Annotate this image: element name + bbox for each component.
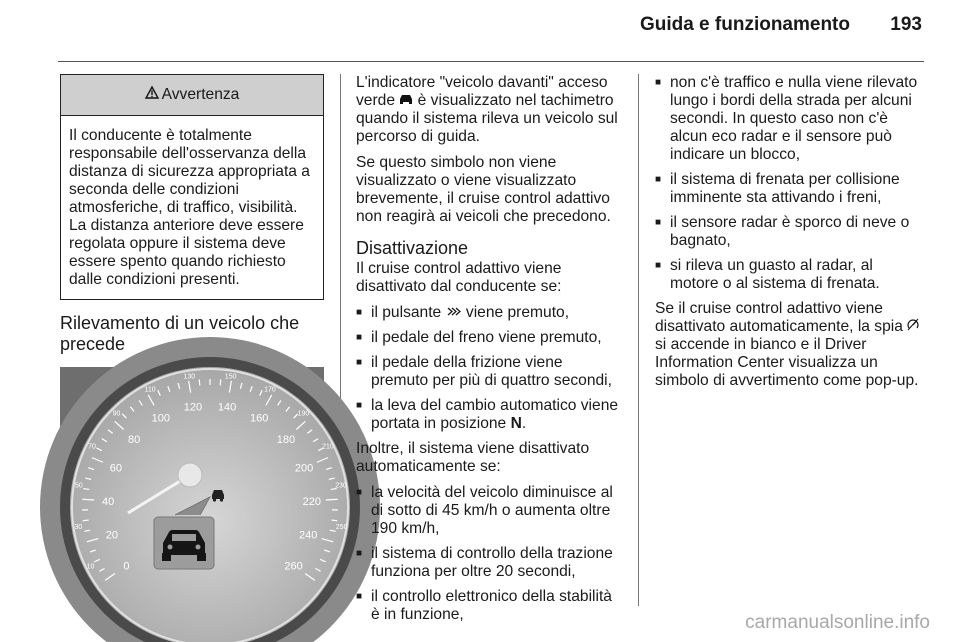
dial-label: 160 — [250, 412, 269, 425]
dial-tick — [82, 499, 94, 500]
warning-title: Avvertenza — [161, 86, 240, 103]
dial-label: 0 — [123, 560, 130, 573]
column-divider — [638, 74, 639, 606]
dial-label: 100 — [151, 412, 170, 425]
list-item: ■ il sensore radar è sporco di neve o bagnato, — [655, 214, 923, 250]
vehicle-ahead-icon — [399, 92, 413, 110]
dial-label: 220 — [302, 495, 321, 508]
dial-outer-label: 90 — [112, 410, 121, 418]
watermark: carmanualsonline.info — [745, 612, 930, 633]
paragraph: Se questo simbolo non viene visualizzato o viene visualizzato brevemente, il cruise control adattivo non reagirà ai veicoli che precedono. — [356, 154, 611, 225]
auto-deactivation-list — [356, 484, 624, 624]
header-rule — [58, 61, 924, 62]
dial-outer-label: 170 — [264, 386, 276, 394]
warning-header — [61, 75, 323, 116]
dial-label: 80 — [127, 433, 141, 446]
list-item: ■ il pedale del freno viene premuto, — [356, 329, 624, 347]
dial-tick — [83, 489, 89, 490]
dial-outer-label: 150 — [224, 373, 237, 381]
dial-tick — [326, 499, 338, 500]
list-item: ■ si rileva un guasto al radar, al motore o al sistema di frenata. — [655, 257, 923, 293]
dial-label: 240 — [298, 529, 318, 542]
dial-tick — [83, 520, 89, 521]
dial-tick — [199, 379, 200, 385]
adaptive-cruise-button-icon — [446, 304, 462, 322]
paragraph: L'indicatore "veicolo davanti" acceso verde è visualizzato nel tachimetro quando il sistema rileva un veicolo sul percorso di guida. — [356, 74, 618, 145]
speedometer-illustration — [60, 367, 348, 579]
list-item: ■ il controllo elettronico della stabilità è in funzione, — [356, 588, 624, 624]
dial-outer-label: 70 — [88, 443, 96, 451]
section-heading-vehicle-detection: Rilevamento di un veicolo che precede — [60, 313, 300, 354]
list-item: ■ il sistema di frenata per collisione imminente sta attivando i freni, — [655, 171, 923, 207]
dial-outer-label: 210 — [322, 443, 334, 451]
column-left — [60, 74, 348, 579]
dial-outer-label: 130 — [183, 373, 196, 381]
dial-label: 200 — [294, 462, 314, 475]
cruise-control-lamp-icon — [907, 318, 919, 336]
list-item: ■ non c'è traffico e nulla viene rilevato lungo i bordi della strada per alcuni secondi. In questo caso non c'è alcun eco radar e il sensore può indicare un blocco, — [655, 74, 923, 164]
warning-box — [60, 74, 324, 300]
section-heading-deactivation: Disattivazione — [356, 238, 469, 258]
dial-outer-label: 250 — [335, 524, 348, 532]
deactivation-list — [356, 304, 624, 433]
dial-tick — [331, 520, 337, 521]
page-header-title: Guida e funzionamento — [639, 14, 850, 35]
list-item: ■ il sistema di controllo della trazione funziona per oltre 20 secondi, — [356, 545, 624, 581]
page-number: 193 — [890, 14, 922, 35]
dial-outer-label: 30 — [74, 524, 83, 532]
dial-label: 60 — [109, 462, 123, 475]
dial-label: 180 — [276, 433, 296, 446]
list-item: ■ la leva del cambio automatico viene portata in posizione N. — [356, 397, 624, 433]
paragraph: Il cruise control adattivo viene disattivato dal conducente se: — [356, 260, 562, 295]
warning-text: Il conducente è totalmente responsabile dell'osservanza della distanza di sicurezza appropriata a seconda delle condizioni atmosferiche, di traffico, visibilità. La distanza anteriore deve essere regolata oppure il sistema deve essere spento quando richiesto dalle condizioni presenti. — [69, 127, 310, 288]
list-item: ■ il pedale della frizione viene premuto per più di quattro secondi, — [356, 354, 624, 390]
dial-label: 260 — [284, 560, 303, 573]
dial-tick — [220, 379, 221, 385]
dial-outer-label: 50 — [74, 482, 83, 490]
list-item: ■ il pulsante viene premuto, — [356, 304, 624, 322]
dial-label: 20 — [105, 529, 118, 542]
paragraph: Se il cruise control adattivo viene disattivato automaticamente, la spia si accende in bianco e il Driver Information Center visualizza un simbolo di avvertimento come pop-up. — [655, 300, 919, 389]
dial-outer-label: 10 — [86, 563, 95, 571]
column-middle — [356, 74, 624, 631]
column-right — [655, 74, 923, 398]
dial-label: 140 — [217, 401, 237, 414]
auto-deactivation-list-cont — [655, 74, 923, 293]
dial-label: 40 — [102, 495, 115, 508]
dial-label: 120 — [183, 401, 203, 414]
paragraph: Inoltre, il sistema viene disattivato automaticamente se: — [356, 440, 590, 475]
dial-outer-label: 190 — [297, 410, 310, 418]
list-item: ■ la velocità del veicolo diminuisce al di sotto di 45 km/h o aumenta oltre 190 km/h, — [356, 484, 624, 538]
warning-triangle-icon — [145, 86, 159, 104]
dial-outer-label: 110 — [144, 386, 156, 394]
dial-outer-label: 230 — [335, 482, 347, 490]
